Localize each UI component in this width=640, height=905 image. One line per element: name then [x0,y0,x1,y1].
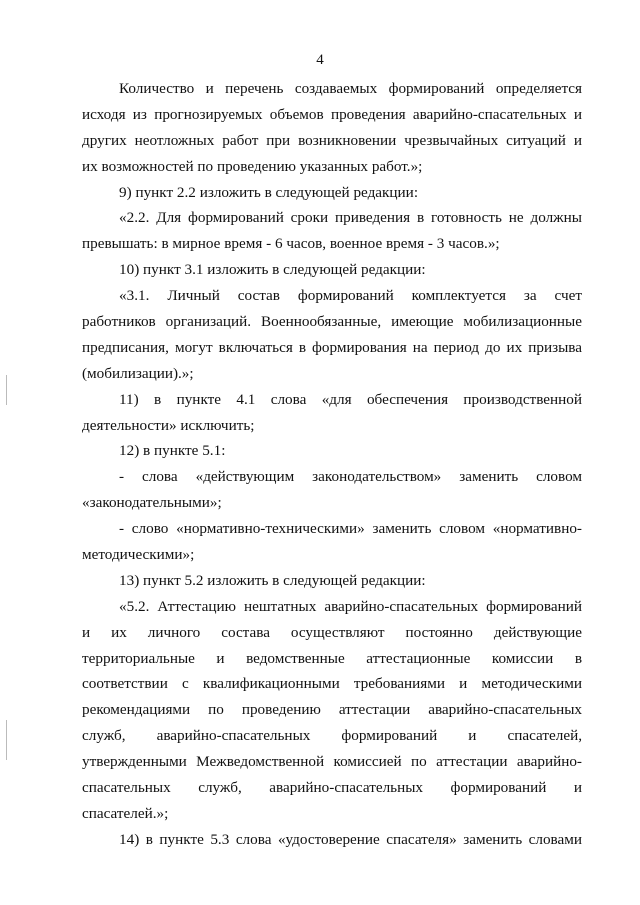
text-line: работников организаций. Военнообязанные, имеющие мобилизационные [82,313,582,331]
text-line: 9) пункт 2.2 изложить в следующей редакции: [119,183,419,201]
scan-edge-mark [6,375,7,405]
text-line: 13) пункт 5.2 изложить в следующей редакции: [119,571,426,589]
text-line: и их личного состава осуществляют постоянно действующие [82,623,582,641]
text-line: территориальные и ведомственные аттестационные комиссии в [82,649,582,667]
text-line: служб, аварийно-спасательных формирований и спасателей, [82,727,582,745]
text-line: 11) в пункте 4.1 слова «для обеспечения производственной [119,390,582,408]
text-line: методическими»; [82,546,195,564]
text-line: исходя из прогнозируемых объемов проведения аварийно-спасательных и [82,105,582,123]
text-line: «5.2. Аттестацию нештатных аварийно-спасательных формирований [119,597,582,615]
text-line: превышать: в мирное время - 6 часов, военное время - 3 часов.»; [82,235,500,253]
text-line: спасателей.»; [82,804,169,822]
text-line: 10) пункт 3.1 изложить в следующей редакции: [119,261,426,279]
text-line: - слово «нормативно-техническими» заменить словом «нормативно- [119,520,582,538]
text-line: (мобилизации).»; [82,364,194,382]
text-line: соответствии с квалификационными требованиями и методическими [82,675,582,693]
text-line: других неотложных работ при возникновении чрезвычайных ситуаций и [82,131,582,149]
page-number: 4 [316,52,324,68]
text-line: рекомендациями по проведению аттестации аварийно-спасательных [82,701,582,719]
text-line: - слова «действующим законодательством» заменить словом [119,468,582,486]
text-line: 12) в пункте 5.1: [119,442,226,460]
text-line: 14) в пункте 5.3 слова «удостоверение спасателя» заменить словами [119,830,582,848]
text-line: деятельности» исключить; [82,416,255,434]
text-line: их возможностей по проведению указанных работ.»; [82,157,423,175]
text-line: утвержденными Межведомственной комиссией по аттестации аварийно- [82,753,582,771]
text-line: предписания, могут включаться в формирования на период до их призыва [82,338,582,356]
text-line: «3.1. Личный состав формирований комплектуется за счет [119,287,582,305]
text-line: «2.2. Для формирований сроки приведения в готовность не должны [119,209,582,227]
scan-edge-mark [6,720,7,760]
text-line: спасательных служб, аварийно-спасательных формирований и [82,779,582,797]
text-line: Количество и перечень создаваемых формирований определяется [119,80,582,97]
text-line: «законодательными»; [82,494,222,512]
document-body [82,76,582,853]
